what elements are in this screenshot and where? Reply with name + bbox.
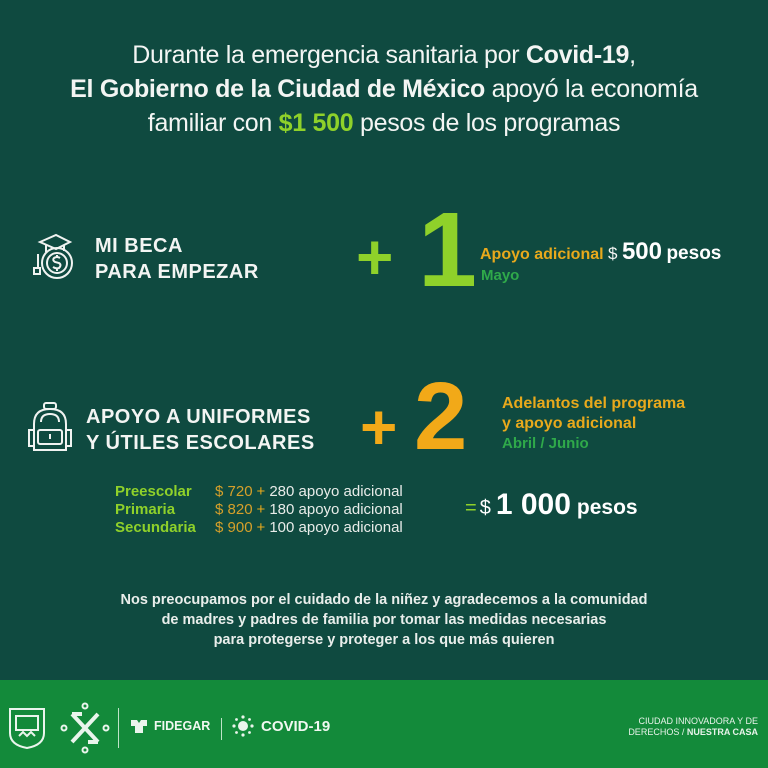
big-number: 1 bbox=[418, 191, 477, 309]
cdmx-knot-icon bbox=[60, 702, 110, 754]
program-title: MI BECA PARA EMPEZAR bbox=[95, 235, 259, 283]
divider bbox=[221, 718, 222, 740]
total-amount: = $ 1 000 pesos bbox=[465, 488, 638, 521]
headline-line-2: El Gobierno de la Ciudad de México apoyó la economía bbox=[70, 75, 698, 103]
virus-icon bbox=[232, 715, 254, 737]
headline-amount: $1 500 bbox=[278, 109, 354, 137]
headline-line-1: Durante la emergencia sanitaria por Covid-19, bbox=[132, 41, 636, 69]
program-uniformes bbox=[0, 363, 768, 480]
headline bbox=[0, 38, 768, 140]
breakdown-row: Primaria $ 820 + 180 apoyo adicional bbox=[115, 501, 403, 518]
covid-bold: Covid-19 bbox=[525, 41, 630, 69]
program-detail: Apoyo adicional $ 500 pesos bbox=[480, 238, 722, 265]
program-detail: Adelantos del programa y apoyo adicional Abril / Junio bbox=[502, 395, 686, 452]
footer-bar bbox=[0, 680, 768, 768]
program-months: Abril / Junio bbox=[502, 435, 589, 452]
breakdown-row: Secundaria $ 900 + 100 apoyo adicional bbox=[115, 519, 403, 536]
gov-bold: El Gobierno de la Ciudad de México bbox=[70, 75, 486, 103]
breakdown-row: Preescolar $ 720 + 280 apoyo adicional bbox=[115, 483, 403, 500]
closing-message: Nos preocupamos por el cuidado de la niñez y agradecemos a la comunidad de madres y padres de familia por tomar las medidas necesarias para protegerse y proteger a los que más quieren bbox=[120, 592, 648, 648]
divider bbox=[118, 708, 119, 748]
headline-line-3: familiar con $1 500 pesos de los programas bbox=[147, 109, 621, 137]
plus-sign: + bbox=[356, 221, 394, 293]
cdmx-shield-icon bbox=[7, 706, 47, 750]
slogan: CIUDAD INNOVADORA Y DE DERECHOS / NUESTRA CASA bbox=[628, 716, 758, 737]
graduation-coin-icon bbox=[26, 230, 78, 287]
backpack-icon bbox=[24, 400, 76, 461]
fidegar-logo: FIDEGAR bbox=[130, 718, 210, 734]
covid-logo: COVID-19 bbox=[232, 715, 330, 737]
program-months: Mayo bbox=[481, 267, 520, 284]
big-number: 2 bbox=[414, 363, 468, 470]
program-mi-beca bbox=[0, 191, 768, 310]
detail-amount: 500 bbox=[621, 238, 662, 265]
program-title: APOYO A UNIFORMES Y ÚTILES ESCOLARES bbox=[86, 406, 315, 454]
breakdown-list bbox=[115, 483, 403, 537]
fidegar-icon bbox=[130, 718, 148, 734]
plus-sign: + bbox=[360, 391, 398, 463]
